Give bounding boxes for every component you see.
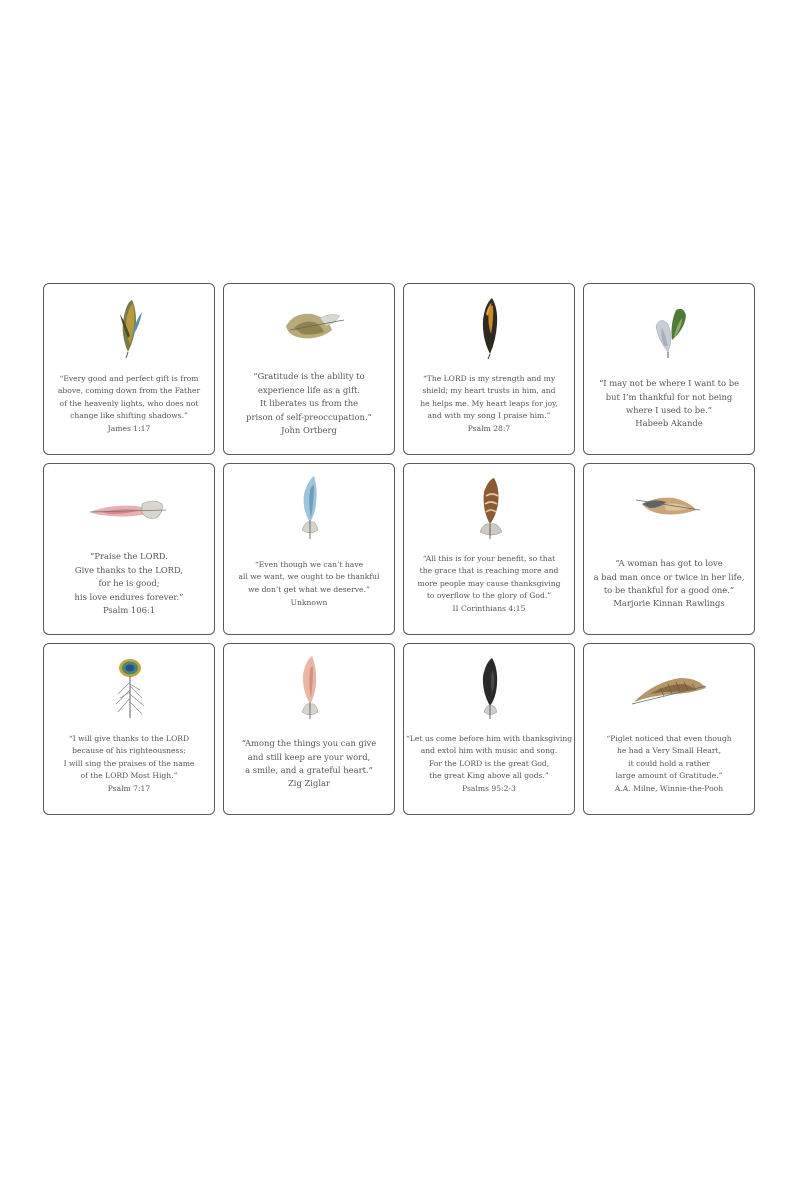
card-sheet <box>43 283 757 816</box>
quote-line: and still keep are your word, <box>247 751 371 762</box>
feather-pink-icon <box>80 474 180 540</box>
feather-tan-spotted-icon <box>260 294 360 360</box>
quote-line: “I may not be where I want to be <box>598 378 740 389</box>
quote-attribution: A.A. Milne, Winnie-the-Pooh <box>614 783 724 793</box>
quote-line: “Let us come before him with thanksgiving <box>405 733 573 743</box>
feather-peach-icon <box>260 654 360 720</box>
quote-line: to overflow to the glory of God.” <box>426 591 552 601</box>
quote-line: because of his righteousness; <box>72 746 186 756</box>
quote-line: he helps me. My heart leaps for joy, <box>420 398 558 408</box>
quote-card <box>223 283 395 455</box>
quote-text <box>230 360 388 448</box>
quote-line: experience life as a gift. <box>257 384 361 395</box>
quote-line: “The LORD is my strength and my <box>422 373 556 383</box>
quote-card <box>43 643 215 815</box>
feather-black-icon <box>440 654 540 720</box>
quote-line: “All this is for your benefit, so that <box>422 553 556 563</box>
quote-text <box>230 540 388 628</box>
quote-line: a smile, and a grateful heart.” <box>245 765 373 775</box>
quote-attribution: Unknown <box>290 597 328 607</box>
quote-line: prison of self-preoccupation.” <box>246 411 372 422</box>
quote-line: for he is good; <box>98 578 160 589</box>
quote-line: of the LORD Most High.” <box>80 771 178 781</box>
quote-attribution: Psalm 106:1 <box>102 605 156 616</box>
quote-line: “Gratitude is the ability to <box>253 371 365 382</box>
quote-line: and extol him with music and song. <box>420 746 558 756</box>
quote-line: the grace that is reaching more and <box>419 566 559 576</box>
quote-line: “Praise the LORD. <box>90 551 168 562</box>
quote-attribution: II Corinthians 4:15 <box>452 603 526 613</box>
quote-line: change like shifting shadows.” <box>70 411 188 421</box>
feather-eye-icon <box>80 654 180 720</box>
quote-text <box>405 720 573 808</box>
quote-line: large amount of Gratitude.” <box>615 771 723 781</box>
quote-attribution: Marjorie Kinnan Rawlings <box>613 598 725 609</box>
quote-line: “I will give thanks to the LORD <box>68 733 190 743</box>
quote-line: and with my song I praise him.” <box>427 411 551 421</box>
quote-text <box>50 540 208 628</box>
quote-attribution: Psalms 95:2-3 <box>462 783 516 793</box>
quote-line: “Even though we can’t have <box>254 559 364 569</box>
quote-text <box>50 720 208 808</box>
quote-line: “Every good and perfect gift is from <box>59 373 199 383</box>
quote-text <box>50 360 208 448</box>
quote-line: he had a Very Small Heart, <box>617 746 721 756</box>
quote-line: shield; my heart trusts in him, and <box>422 386 556 396</box>
quote-line: Give thanks to the LORD, <box>74 564 184 575</box>
quote-line: the great King above all gods.” <box>429 771 549 781</box>
quote-line: to be thankful for a good one.” <box>603 585 735 595</box>
quote-card <box>223 463 395 635</box>
quote-line: his love endures forever.” <box>74 591 184 602</box>
feather-grey-tan-icon <box>620 474 720 540</box>
quote-text <box>590 360 748 448</box>
quote-text <box>590 720 748 808</box>
quote-line: but I’m thankful for not being <box>605 391 733 402</box>
quote-line: it could hold a rather <box>628 758 710 768</box>
quote-line: we don’t get what we deserve.” <box>248 585 370 594</box>
feather-owl-icon <box>440 474 540 540</box>
quote-text <box>230 720 388 808</box>
quote-text <box>590 540 748 628</box>
quote-card <box>403 283 575 455</box>
quote-card <box>583 643 755 815</box>
quote-card <box>583 283 755 455</box>
feather-green-grey-icon <box>620 294 720 360</box>
quote-line: I will sing the praises of the name <box>63 758 195 768</box>
quote-attribution: Zig Ziglar <box>287 778 331 789</box>
quote-attribution: Psalm 28:7 <box>467 423 511 433</box>
quote-line: “Among the things you can give <box>241 738 377 749</box>
quote-text <box>410 540 568 628</box>
quote-line: For the LORD is the great God, <box>428 758 550 768</box>
quote-attribution: John Ortberg <box>281 425 337 436</box>
quote-text <box>410 360 568 448</box>
quote-card <box>403 463 575 635</box>
quote-attribution: Psalm 7:17 <box>107 783 151 793</box>
quote-line: above, coming down from the Father <box>57 386 201 396</box>
quote-line: all we want, we ought to be thankful <box>238 572 380 582</box>
quote-line: of the heavenly lights, who does not <box>59 398 199 408</box>
feather-blue-icon <box>260 474 360 540</box>
quote-line: where I used to be.” <box>625 405 713 415</box>
quote-line: “Piglet noticed that even though <box>606 733 732 743</box>
quote-line: “A woman has got to love <box>615 558 723 569</box>
feather-brown-long-icon <box>620 654 720 720</box>
feather-peacock-icon <box>80 294 180 360</box>
quote-card <box>43 283 215 455</box>
quote-line: more people may cause thanksgiving <box>417 578 561 588</box>
feather-dark-orange-icon <box>440 294 540 360</box>
quote-card <box>403 643 575 815</box>
quote-card <box>583 463 755 635</box>
quote-attribution: James 1:17 <box>107 423 151 433</box>
quote-line: a bad man once or twice in her life, <box>593 571 745 582</box>
quote-card <box>223 643 395 815</box>
quote-attribution: Habeeb Akande <box>635 418 703 429</box>
quote-line: It liberates us from the <box>259 398 359 409</box>
quote-card <box>43 463 215 635</box>
